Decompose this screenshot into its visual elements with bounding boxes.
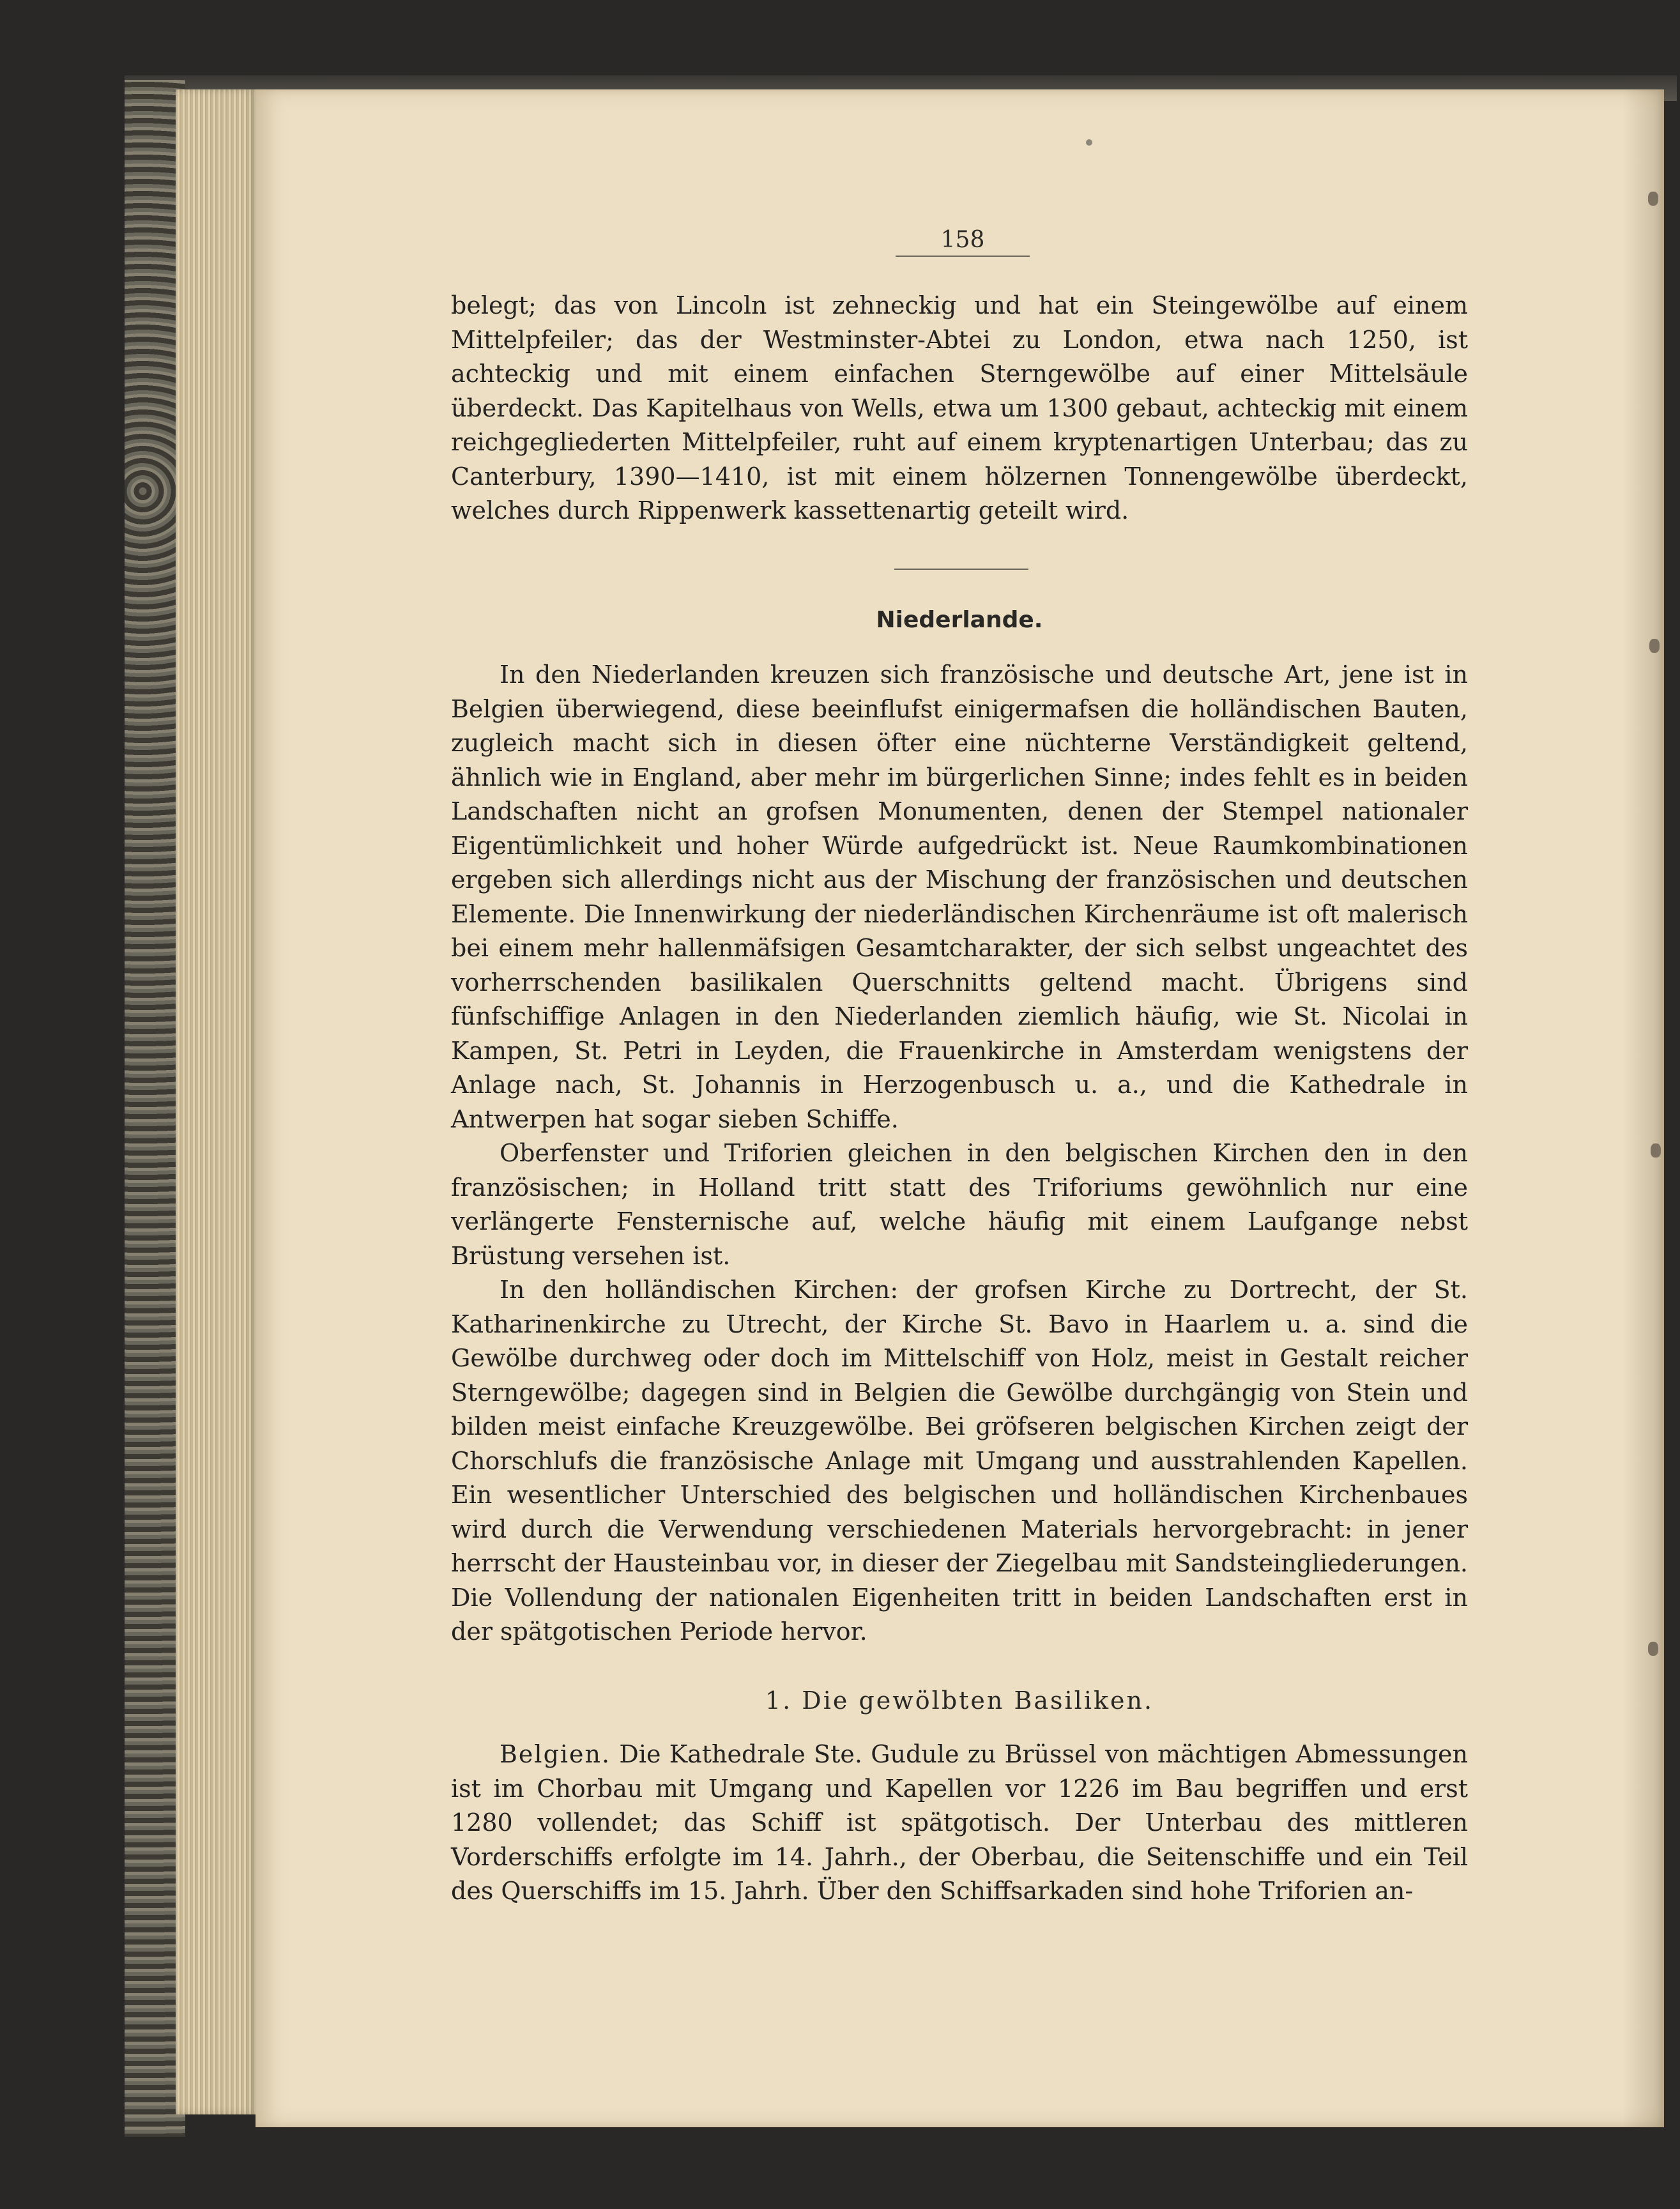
sewing-hole <box>1651 1143 1661 1158</box>
intro-paragraph-block <box>451 289 1468 528</box>
subsection-text-block <box>451 1738 1468 1909</box>
paper-speck <box>1086 139 1092 146</box>
paragraph-4 <box>451 1738 1468 1909</box>
page-edges <box>176 89 259 2114</box>
paragraph-2: Oberfenster und Triforien gleichen in den belgischen Kirchen den in den französischen; in Holland tritt statt des Triforiums gewöhnlich nur eine verlängerte Fensternische auf, welche häufig mit einem Laufgange nebst Brüstung versehen ist. <box>451 1139 1468 1270</box>
paragraph-4-text: Die Kathedrale Ste. Gudule zu Brüssel von mächtigen Abmessungen ist im Chorbau mit Umgang und Kapellen vor 1226 im Bau begriffen und erst 1280 vollendet; das Schiff ist spätgotisch. Der Unterbau des mittleren Vorderschiffs erfolgte im 14. Jahrh., der Oberbau, die Seitenschiffe und ein Teil des Querschiffs im 15. Jahrh. Über den Schiffsarkaden sind hohe Triforien an- <box>451 1740 1468 1905</box>
paragraph-3: In den holländischen Kirchen: der grofsen Kirche zu Dortrecht, der St. Katharinenkirche zu Utrecht, der Kirche St. Bavo in Haarlem u. a. sind die Gewölbe durchweg oder doch im Mittelschiff von Holz, meist in Gestalt reicher Sterngewölbe; dagegen sind in Belgien die Gewölbe durchgängig von Stein und bilden meist einfache Kreuzgewölbe. Bei gröfseren belgischen Kirchen zeigt der Chorschlufs die französische Anlage mit Umgang und ausstrahlenden Kapellen. Ein wesentlicher Unterschied des belgischen und holländischen Kirchenbaues wird durch die Verwendung verschiedenen Materials hervorgebracht: in jener herrscht der Hausteinbau vor, in dieser der Ziegelbau mit Sandsteingliederungen. Die Vollendung der nationalen Eigenheiten tritt in beiden Landschaften erst in der spätgotischen Periode hervor. <box>451 1276 1468 1646</box>
subsection-heading: 1. Die gewölbten Basiliken. <box>765 1686 1154 1715</box>
sewing-hole <box>1648 192 1658 206</box>
section-divider <box>894 569 1028 570</box>
body-text-block <box>451 658 1468 1649</box>
sewing-hole <box>1649 639 1660 653</box>
section-heading: Niederlande. <box>876 607 1043 633</box>
page-gutter-shadow <box>1623 89 1664 2127</box>
paragraph-4-lead: Belgien. <box>500 1740 611 1768</box>
intro-paragraph: belegt; das von Lincoln ist zehneckig und hat ein Steingewölbe auf einem Mittelpfeiler; das der Westminster-Abtei zu London, etwa nach 1250, ist achteckig und mit einem einfachen Sterngewölbe auf einer Mittelsäule überdeckt. Das Kapitelhaus von Wells, etwa um 1300 gebaut, achteckig mit einem reichgegliederten Mittelpfeiler, ruht auf einem kryptenartigen Unterbau; das zu Canterbury, 1390—1410, ist mit einem hölzernen Tonnengewölbe überdeckt, welches durch Rippenwerk kassettenartig geteilt wird. <box>451 291 1468 524</box>
page-number: 158 <box>896 227 1030 257</box>
paragraph-1: In den Niederlanden kreuzen sich französische und deutsche Art, jene ist in Belgien überwiegend, diese beeinflufst einigermafsen die holländischen Bauten, zugleich macht sich in diesen öfter eine nüchterne Verständigkeit geltend, ähnlich wie in England, aber mehr im bürgerlichen Sinne; indes fehlt es in beiden Landschaften nicht an grofsen Monumenten, denen der Stempel nationaler Eigentümlichkeit und hoher Würde aufgedrückt ist. Neue Raumkombinationen ergeben sich allerdings nicht aus der Mischung der französischen und deutschen Elemente. Die Innenwirkung der niederländischen Kirchenräume ist oft malerisch bei einem mehr hallenmäfsigen Gesamtcharakter, der sich selbst ungeachtet des vorherrschenden basilikalen Querschnitts geltend macht. Übrigens sind fünfschiffige Anlagen in den Niederlanden ziemlich häufig, wie St. Nicolai in Kampen, St. Petri in Leyden, die Frauenkirche in Amsterdam wenigstens der Anlage nach, St. Johannis in Herzogenbusch u. a., und die Kathedrale in Antwerpen hat sogar sieben Schiffe. <box>451 661 1468 1133</box>
sewing-hole <box>1648 1642 1658 1656</box>
